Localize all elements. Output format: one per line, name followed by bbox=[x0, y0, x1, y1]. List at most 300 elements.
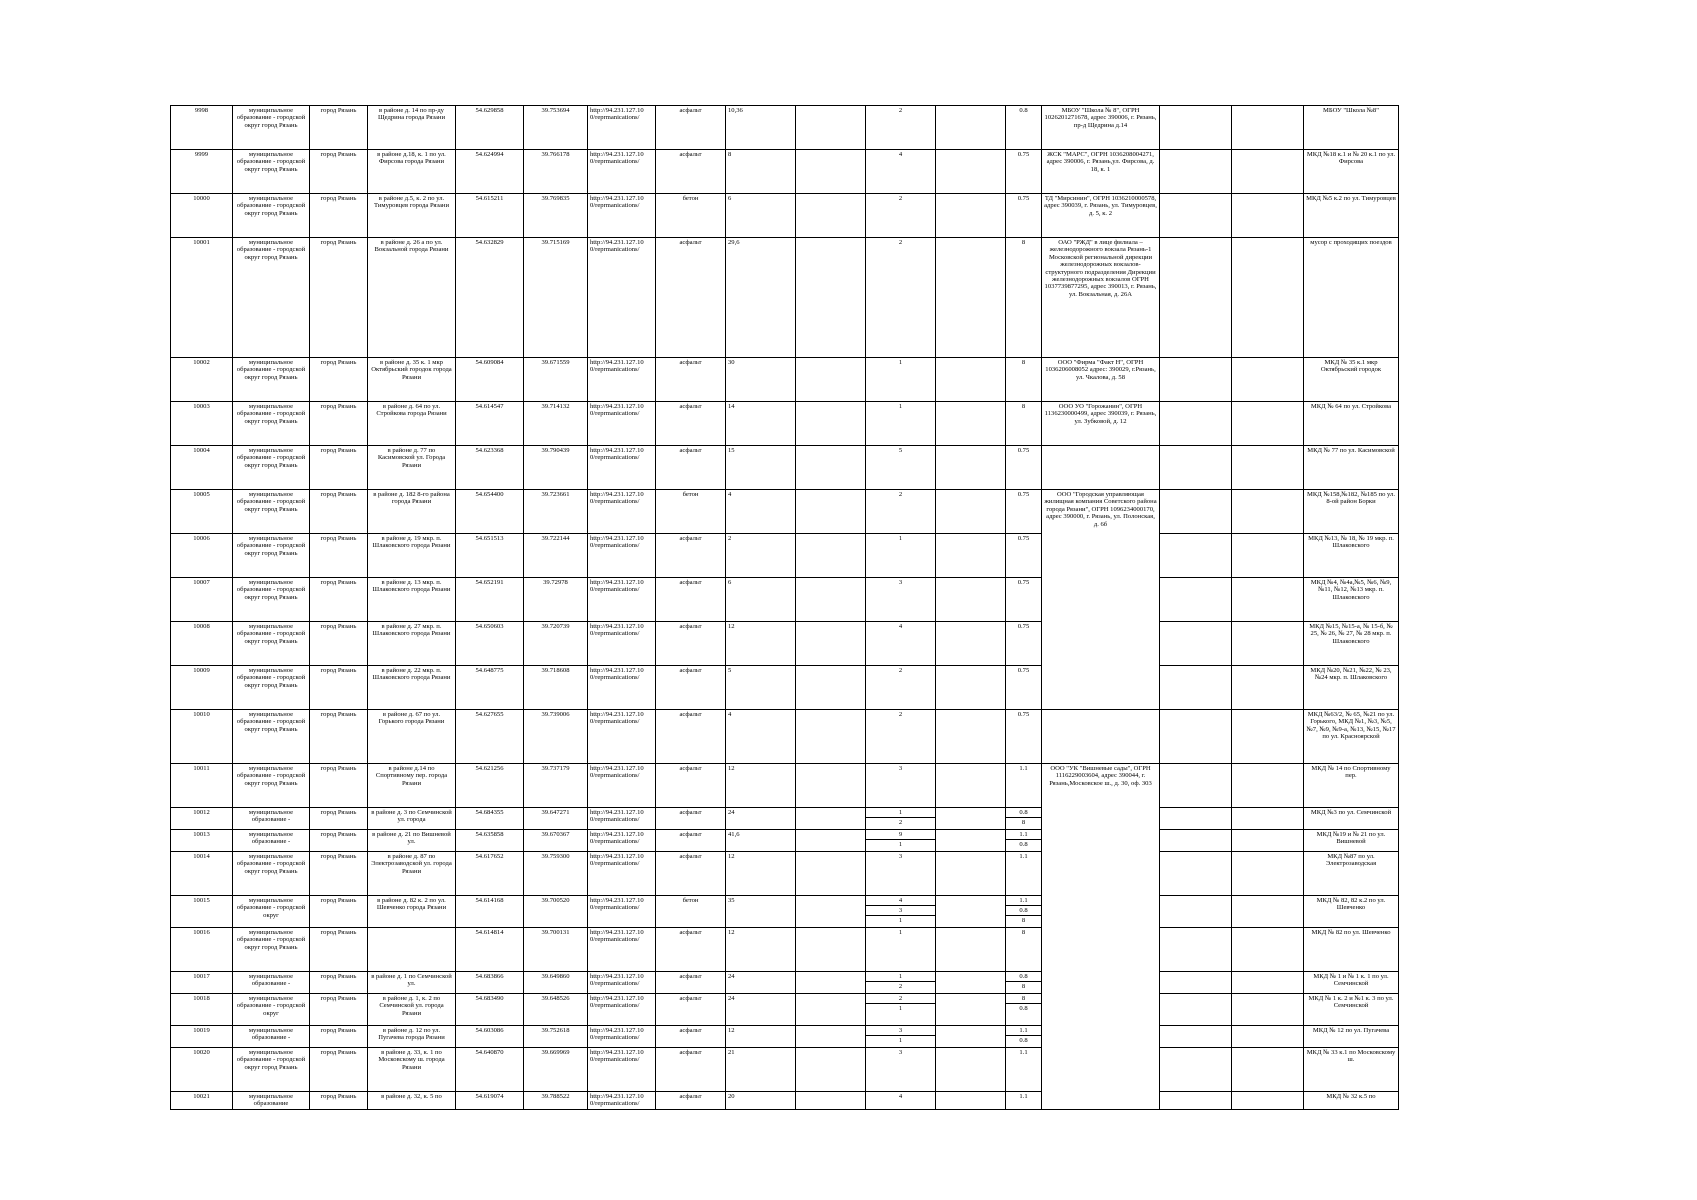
cell-owner: ООО УО "Горожанин", ОГРН 1136230000499, адрес 390039, г. Рязань, ул. Зубковой, д. 12 bbox=[1042, 402, 1160, 446]
cell-latitude: 54.603086 bbox=[456, 1026, 524, 1048]
cell-volume bbox=[1006, 994, 1042, 1026]
cell-id: 10006 bbox=[171, 534, 233, 578]
cell-owner: ООО "Фирма "Факт Н", ОГРН 1036206008052 адрес: 390029, г.Рязань, ул. Чкалова, д. 58 bbox=[1042, 358, 1160, 402]
volume-value: 1.1 bbox=[1019, 853, 1028, 860]
volume-value: 0.75 bbox=[1017, 195, 1030, 202]
cell-empty bbox=[1232, 1026, 1304, 1048]
cell-empty bbox=[1232, 402, 1304, 446]
cell-empty bbox=[1232, 764, 1304, 808]
cell-count bbox=[866, 666, 936, 710]
cell-volume bbox=[1006, 1026, 1042, 1048]
volume-value: 1.1 bbox=[1019, 1093, 1028, 1100]
cell-volume bbox=[1006, 446, 1042, 490]
cell-empty bbox=[1160, 446, 1232, 490]
cell-empty bbox=[1160, 1048, 1232, 1092]
cell-area: 15 bbox=[726, 446, 796, 490]
cell-source: МКД № 1 к. 2 и №1 к. 3 по ул. Семчинской bbox=[1304, 994, 1399, 1026]
cell-volume bbox=[1006, 928, 1042, 972]
cell-empty bbox=[1232, 534, 1304, 578]
cell-longitude: 39.72978 bbox=[524, 578, 588, 622]
count-value: 1 bbox=[898, 917, 903, 924]
cell-empty bbox=[796, 666, 866, 710]
cell-form: муниципальное образование - городской округ город Рязань bbox=[233, 852, 310, 896]
count-value: 3 bbox=[866, 1026, 935, 1036]
cell-volume bbox=[1006, 764, 1042, 808]
cell-empty bbox=[1160, 972, 1232, 994]
count-value: 2 bbox=[898, 239, 903, 246]
cell-empty bbox=[1232, 578, 1304, 622]
cell-empty bbox=[936, 928, 1006, 972]
cell-volume bbox=[1006, 238, 1042, 358]
cell-source: МКД № 35 к.1 мкр Октябрьский городок bbox=[1304, 358, 1399, 402]
cell-longitude: 39.647271 bbox=[524, 808, 588, 830]
cell-source: МКД №20, №21, №22, № 23, №24 мкр. п. Шлаковского bbox=[1304, 666, 1399, 710]
table-row bbox=[171, 928, 1399, 972]
table-row bbox=[171, 764, 1399, 808]
cell-address: в районе д. 3 по Семчинской ул. города bbox=[368, 808, 456, 830]
cell-empty bbox=[796, 928, 866, 972]
cell-empty bbox=[796, 830, 866, 852]
count-value: 2 bbox=[898, 195, 903, 202]
cell-volume bbox=[1006, 106, 1042, 150]
cell-empty bbox=[1232, 928, 1304, 972]
cell-empty bbox=[1232, 972, 1304, 994]
cell-surface: асфальт bbox=[656, 852, 726, 896]
cell-empty bbox=[1160, 238, 1232, 358]
cell-url: http://94.231.127.10 0/reprmanications/ bbox=[588, 446, 656, 490]
cell-id: 10011 bbox=[171, 764, 233, 808]
table-row bbox=[171, 238, 1399, 358]
cell-area: 4 bbox=[726, 710, 796, 764]
cell-city: город Рязань bbox=[310, 194, 368, 238]
count-value: 1 bbox=[898, 359, 903, 366]
cell-count bbox=[866, 490, 936, 534]
cell-source: МКД №4, №4а,№5, №6, №9, №11, №12, №13 мкр. п. Шлаковского bbox=[1304, 578, 1399, 622]
table-row bbox=[171, 994, 1399, 1026]
cell-source: МКД № 64 по ул. Стройкова bbox=[1304, 402, 1399, 446]
cell-surface: асфальт bbox=[656, 928, 726, 972]
cell-longitude: 39.790439 bbox=[524, 446, 588, 490]
cell-empty bbox=[1232, 830, 1304, 852]
count-value: 2 bbox=[898, 983, 903, 990]
cell-address: в районе д. 27 мкр. п. Шлаковского города Рязани bbox=[368, 622, 456, 666]
cell-url: http://94.231.127.10 0/reprmanications/ bbox=[588, 928, 656, 972]
volume-value: 8 bbox=[1021, 917, 1026, 924]
cell-form: муниципальное образование - городской округ город Рязань bbox=[233, 490, 310, 534]
cell-form: муниципальное образование - bbox=[233, 830, 310, 852]
table-row bbox=[171, 578, 1399, 622]
cell-surface: асфальт bbox=[656, 666, 726, 710]
cell-empty bbox=[1232, 1048, 1304, 1092]
cell-empty bbox=[796, 150, 866, 194]
cell-address bbox=[368, 928, 456, 972]
volume-value: 8 bbox=[1006, 994, 1041, 1004]
cell-address: в районе д. 12 по ул. Пугачева города Рязани bbox=[368, 1026, 456, 1048]
cell-empty bbox=[796, 106, 866, 150]
cell-longitude: 39.648526 bbox=[524, 994, 588, 1026]
table-row bbox=[171, 446, 1399, 490]
cell-area: 24 bbox=[726, 972, 796, 994]
cell-id: 10019 bbox=[171, 1026, 233, 1048]
cell-volume bbox=[1006, 578, 1042, 622]
cell-form: муниципальное образование - городской округ город Рязань bbox=[233, 402, 310, 446]
cell-form: муниципальное образование - городской округ город Рязань bbox=[233, 622, 310, 666]
cell-city: город Рязань bbox=[310, 764, 368, 808]
cell-form: муниципальное образование - городской округ bbox=[233, 896, 310, 928]
cell-longitude: 39.759300 bbox=[524, 852, 588, 896]
cell-empty bbox=[796, 490, 866, 534]
cell-url: http://94.231.127.10 0/reprmanications/ bbox=[588, 150, 656, 194]
cell-latitude: 54.632829 bbox=[456, 238, 524, 358]
volume-value: 8 bbox=[1021, 819, 1026, 826]
table-row bbox=[171, 534, 1399, 578]
volume-value: 1.1 bbox=[1019, 1049, 1028, 1056]
table-row bbox=[171, 490, 1399, 534]
cell-city: город Рязань bbox=[310, 238, 368, 358]
cell-form: муниципальное образование - городской округ город Рязань bbox=[233, 238, 310, 358]
cell-count bbox=[866, 972, 936, 994]
cell-volume bbox=[1006, 666, 1042, 710]
cell-surface: асфальт bbox=[656, 534, 726, 578]
cell-longitude: 39.766178 bbox=[524, 150, 588, 194]
cell-city: город Рязань bbox=[310, 1026, 368, 1048]
cell-form: муниципальное образование - городской округ город Рязань bbox=[233, 710, 310, 764]
cell-volume bbox=[1006, 194, 1042, 238]
cell-city: город Рязань bbox=[310, 808, 368, 830]
cell-empty bbox=[936, 622, 1006, 666]
cell-city: город Рязань bbox=[310, 830, 368, 852]
cell-area: 2 bbox=[726, 534, 796, 578]
cell-surface: асфальт bbox=[656, 710, 726, 764]
cell-address: в районе д. 26 а по ул. Вокзальной города Рязани bbox=[368, 238, 456, 358]
cell-empty bbox=[1160, 1092, 1232, 1110]
cell-empty bbox=[796, 578, 866, 622]
cell-source: МКД №18 к.1 и № 20 к.1 по ул. Фирсова bbox=[1304, 150, 1399, 194]
cell-address: в районе д. 35 к. 1 мкр Октябрьский городок города Рязани bbox=[368, 358, 456, 402]
cell-surface: асфальт bbox=[656, 402, 726, 446]
cell-city: город Рязань bbox=[310, 622, 368, 666]
cell-url: http://94.231.127.10 0/reprmanications/ bbox=[588, 490, 656, 534]
cell-empty bbox=[936, 534, 1006, 578]
cell-volume bbox=[1006, 972, 1042, 994]
cell-count bbox=[866, 358, 936, 402]
cell-url: http://94.231.127.10 0/reprmanications/ bbox=[588, 830, 656, 852]
cell-url: http://94.231.127.10 0/reprmanications/ bbox=[588, 764, 656, 808]
cell-owner: ОАО "РЖД" в лице филиала – железнодорожного вокзала Рязань-1 Московской региональной дирекции железнодорожных вокзалов-структурного подразделения Дирекции железнодорожных вокзалов ОГРН 1037739877295, адрес 390013, г. Рязань, ул. Вокзальная, д. 26А bbox=[1042, 238, 1160, 358]
cell-empty bbox=[1160, 402, 1232, 446]
cell-empty bbox=[1232, 1092, 1304, 1110]
cell-empty bbox=[936, 238, 1006, 358]
count-value: 1 bbox=[898, 535, 903, 542]
cell-empty bbox=[936, 1026, 1006, 1048]
cell-empty bbox=[1232, 238, 1304, 358]
cell-address: в районе д. 21 по Вишневой ул. bbox=[368, 830, 456, 852]
cell-empty bbox=[1160, 896, 1232, 928]
cell-id: 10017 bbox=[171, 972, 233, 994]
cell-source: МКД № 33 к.1 по Московскому ш. bbox=[1304, 1048, 1399, 1092]
cell-source: МКД №5 к.2 по ул. Тимуровцев bbox=[1304, 194, 1399, 238]
cell-count bbox=[866, 808, 936, 830]
cell-empty bbox=[1160, 764, 1232, 808]
cell-id: 10008 bbox=[171, 622, 233, 666]
cell-address: в районе д. 77 по Касимовской ул. Города Рязани bbox=[368, 446, 456, 490]
cell-address: в районе д. 64 по ул. Стройкова города Рязани bbox=[368, 402, 456, 446]
volume-value: 0.75 bbox=[1017, 535, 1030, 542]
cell-empty bbox=[936, 764, 1006, 808]
cell-city: город Рязань bbox=[310, 358, 368, 402]
cell-area: 4 bbox=[726, 490, 796, 534]
cell-empty bbox=[1160, 622, 1232, 666]
cell-empty bbox=[796, 1048, 866, 1092]
cell-url: http://94.231.127.10 0/reprmanications/ bbox=[588, 238, 656, 358]
cell-count bbox=[866, 852, 936, 896]
cell-surface: асфальт bbox=[656, 830, 726, 852]
cell-latitude: 54.621256 bbox=[456, 764, 524, 808]
cell-empty bbox=[936, 808, 1006, 830]
cell-surface: бетон bbox=[656, 194, 726, 238]
cell-latitude: 54.617652 bbox=[456, 852, 524, 896]
cell-form: муниципальное образование - городской округ bbox=[233, 994, 310, 1026]
count-value: 2 bbox=[898, 667, 903, 674]
cell-empty bbox=[1160, 194, 1232, 238]
cell-area: 10,36 bbox=[726, 106, 796, 150]
cell-empty bbox=[1160, 808, 1232, 830]
cell-latitude: 54.614168 bbox=[456, 896, 524, 928]
cell-city: город Рязань bbox=[310, 666, 368, 710]
cell-id: 10021 bbox=[171, 1092, 233, 1110]
cell-empty bbox=[1232, 896, 1304, 928]
cell-form: муниципальное образование - городской округ город Рязань bbox=[233, 106, 310, 150]
cell-latitude: 54.684355 bbox=[456, 808, 524, 830]
cell-address: в районе д. 182 8-го района города Рязани bbox=[368, 490, 456, 534]
cell-longitude: 39.788522 bbox=[524, 1092, 588, 1110]
cell-latitude: 54.615211 bbox=[456, 194, 524, 238]
cell-latitude: 54.614547 bbox=[456, 402, 524, 446]
cell-empty bbox=[796, 972, 866, 994]
cell-empty bbox=[796, 238, 866, 358]
count-value: 3 bbox=[898, 1049, 903, 1056]
cell-url: http://94.231.127.10 0/reprmanications/ bbox=[588, 402, 656, 446]
volume-value: 8 bbox=[1021, 239, 1026, 246]
cell-area: 12 bbox=[726, 764, 796, 808]
cell-city: город Рязань bbox=[310, 578, 368, 622]
cell-city: город Рязань bbox=[310, 972, 368, 994]
cell-count bbox=[866, 106, 936, 150]
count-value: 3 bbox=[898, 765, 903, 772]
cell-empty bbox=[936, 1048, 1006, 1092]
cell-empty bbox=[936, 972, 1006, 994]
cell-form: муниципальное образование - городской округ город Рязань bbox=[233, 928, 310, 972]
cell-surface: асфальт bbox=[656, 358, 726, 402]
cell-count bbox=[866, 710, 936, 764]
cell-form: муниципальное образование - городской округ город Рязань bbox=[233, 578, 310, 622]
cell-empty bbox=[1160, 106, 1232, 150]
table-row bbox=[171, 1092, 1399, 1110]
cell-empty bbox=[1232, 358, 1304, 402]
cell-city: город Рязань bbox=[310, 446, 368, 490]
cell-volume bbox=[1006, 622, 1042, 666]
table-row bbox=[171, 852, 1399, 896]
cell-city: город Рязань bbox=[310, 490, 368, 534]
cell-empty bbox=[1232, 622, 1304, 666]
cell-url: http://94.231.127.10 0/reprmanications/ bbox=[588, 710, 656, 764]
cell-volume bbox=[1006, 490, 1042, 534]
cell-longitude: 39.739006 bbox=[524, 710, 588, 764]
cell-empty bbox=[796, 710, 866, 764]
cell-count bbox=[866, 534, 936, 578]
cell-source: МКД №13, № 18, № 19 мкр. п. Шлаковского bbox=[1304, 534, 1399, 578]
count-value: 2 bbox=[898, 819, 903, 826]
cell-longitude: 39.714132 bbox=[524, 402, 588, 446]
cell-volume bbox=[1006, 896, 1042, 928]
cell-volume bbox=[1006, 1048, 1042, 1092]
cell-latitude: 54.648775 bbox=[456, 666, 524, 710]
cell-longitude: 39.753694 bbox=[524, 106, 588, 150]
volume-value: 0.75 bbox=[1017, 491, 1030, 498]
cell-area: 24 bbox=[726, 808, 796, 830]
volume-value: 8 bbox=[1021, 359, 1026, 366]
count-value: 2 bbox=[866, 994, 935, 1004]
cell-latitude: 54.652191 bbox=[456, 578, 524, 622]
cell-id: 10010 bbox=[171, 710, 233, 764]
cell-longitude: 39.700520 bbox=[524, 896, 588, 928]
cell-id: 10002 bbox=[171, 358, 233, 402]
cell-surface: асфальт bbox=[656, 1092, 726, 1110]
count-value: 3 bbox=[898, 579, 903, 586]
cell-empty bbox=[936, 1092, 1006, 1110]
cell-empty bbox=[1160, 852, 1232, 896]
cell-url: http://94.231.127.10 0/reprmanications/ bbox=[588, 358, 656, 402]
cell-longitude: 39.722144 bbox=[524, 534, 588, 578]
cell-volume bbox=[1006, 1092, 1042, 1110]
cell-volume bbox=[1006, 852, 1042, 896]
cell-latitude: 54.654400 bbox=[456, 490, 524, 534]
cell-empty bbox=[936, 994, 1006, 1026]
cell-url: http://94.231.127.10 0/reprmanications/ bbox=[588, 852, 656, 896]
cell-owner bbox=[1042, 710, 1160, 764]
count-value: 5 bbox=[898, 447, 903, 454]
cell-empty bbox=[796, 994, 866, 1026]
count-value: 2 bbox=[898, 491, 903, 498]
cell-source: МКД № 77 по ул. Касимовской bbox=[1304, 446, 1399, 490]
cell-area: 12 bbox=[726, 1026, 796, 1048]
cell-empty bbox=[1232, 106, 1304, 150]
cell-latitude: 54.683866 bbox=[456, 972, 524, 994]
count-value: 3 bbox=[866, 906, 935, 916]
volume-value: 0.75 bbox=[1017, 579, 1030, 586]
cell-area: 14 bbox=[726, 402, 796, 446]
cell-source: МКД № 12 по ул. Пугачева bbox=[1304, 1026, 1399, 1048]
volume-value: 1.1 bbox=[1006, 896, 1041, 906]
cell-surface: асфальт bbox=[656, 1048, 726, 1092]
count-value: 1 bbox=[866, 808, 935, 818]
cell-url: http://94.231.127.10 0/reprmanications/ bbox=[588, 808, 656, 830]
cell-city: город Рязань bbox=[310, 852, 368, 896]
cell-source: МКД № 82, 82 к.2 по ул. Шевченко bbox=[1304, 896, 1399, 928]
cell-id: 10015 bbox=[171, 896, 233, 928]
cell-empty bbox=[796, 1026, 866, 1048]
cell-empty bbox=[1160, 1026, 1232, 1048]
volume-value: 0.8 bbox=[1019, 1005, 1028, 1012]
cell-surface: асфальт bbox=[656, 238, 726, 358]
table-row bbox=[171, 358, 1399, 402]
cell-url: http://94.231.127.10 0/reprmanications/ bbox=[588, 896, 656, 928]
cell-empty bbox=[936, 578, 1006, 622]
cell-latitude: 54.624994 bbox=[456, 150, 524, 194]
cell-form: муниципальное образование - городской округ город Рязань bbox=[233, 150, 310, 194]
cell-source: МКД №3 по ул. Семчинской bbox=[1304, 808, 1399, 830]
cell-count bbox=[866, 446, 936, 490]
cell-count bbox=[866, 1092, 936, 1110]
cell-area: 21 bbox=[726, 1048, 796, 1092]
cell-empty bbox=[936, 852, 1006, 896]
cell-volume bbox=[1006, 402, 1042, 446]
count-value: 1 bbox=[866, 972, 935, 982]
cell-volume bbox=[1006, 150, 1042, 194]
cell-city: город Рязань bbox=[310, 994, 368, 1026]
cell-city: город Рязань bbox=[310, 106, 368, 150]
cell-address: в районе д.14 по Спортивному пер. города Рязани bbox=[368, 764, 456, 808]
cell-area: 30 bbox=[726, 358, 796, 402]
cell-longitude: 39.700131 bbox=[524, 928, 588, 972]
cell-url: http://94.231.127.10 0/reprmanications/ bbox=[588, 1026, 656, 1048]
cell-empty bbox=[1160, 666, 1232, 710]
cell-address: в районе д. 33, к. 1 по Московскому ш. города Рязани bbox=[368, 1048, 456, 1092]
cell-surface: асфальт bbox=[656, 972, 726, 994]
count-value: 4 bbox=[898, 623, 903, 630]
cell-address: в районе д. 13 мкр. п. Шлаковского города Рязани bbox=[368, 578, 456, 622]
cell-surface: асфальт bbox=[656, 808, 726, 830]
cell-empty bbox=[1232, 490, 1304, 534]
cell-id: 10005 bbox=[171, 490, 233, 534]
cell-empty bbox=[936, 830, 1006, 852]
cell-id: 10004 bbox=[171, 446, 233, 490]
cell-latitude: 54.650603 bbox=[456, 622, 524, 666]
volume-value: 0.75 bbox=[1017, 623, 1030, 630]
volume-value: 1.1 bbox=[1019, 765, 1028, 772]
cell-id: 10003 bbox=[171, 402, 233, 446]
cell-latitude: 54.651513 bbox=[456, 534, 524, 578]
cell-city: город Рязань bbox=[310, 402, 368, 446]
cell-empty bbox=[1232, 666, 1304, 710]
volume-value: 8 bbox=[1021, 983, 1026, 990]
cell-id: 10016 bbox=[171, 928, 233, 972]
table-row bbox=[171, 194, 1399, 238]
volume-value: 0.8 bbox=[1006, 906, 1041, 916]
cell-empty bbox=[936, 446, 1006, 490]
cell-empty bbox=[796, 194, 866, 238]
cell-count bbox=[866, 1026, 936, 1048]
cell-surface: асфальт bbox=[656, 1026, 726, 1048]
cell-surface: асфальт bbox=[656, 446, 726, 490]
cell-id: 10001 bbox=[171, 238, 233, 358]
cell-form: муниципальное образование - городской округ город Рязань bbox=[233, 1048, 310, 1092]
cell-area: 12 bbox=[726, 622, 796, 666]
cell-surface: асфальт bbox=[656, 764, 726, 808]
cell-city: город Рязань bbox=[310, 710, 368, 764]
cell-empty bbox=[796, 1092, 866, 1110]
cell-count bbox=[866, 622, 936, 666]
cell-address: в районе д. 32, к. 5 по bbox=[368, 1092, 456, 1110]
cell-empty bbox=[936, 194, 1006, 238]
cell-latitude: 54.609084 bbox=[456, 358, 524, 402]
volume-value: 8 bbox=[1021, 929, 1026, 936]
cell-source: мусор с проходящих поездов bbox=[1304, 238, 1399, 358]
cell-owner: ООО "УК "Вишневые сады", ОГРН 1116229003604, адрес 390044, г. Рязань,Московское ш., д. 30, оф. 303 bbox=[1042, 764, 1160, 1110]
volume-value: 8 bbox=[1021, 403, 1026, 410]
volume-value: 0.8 bbox=[1006, 808, 1041, 818]
cell-surface: асфальт bbox=[656, 622, 726, 666]
